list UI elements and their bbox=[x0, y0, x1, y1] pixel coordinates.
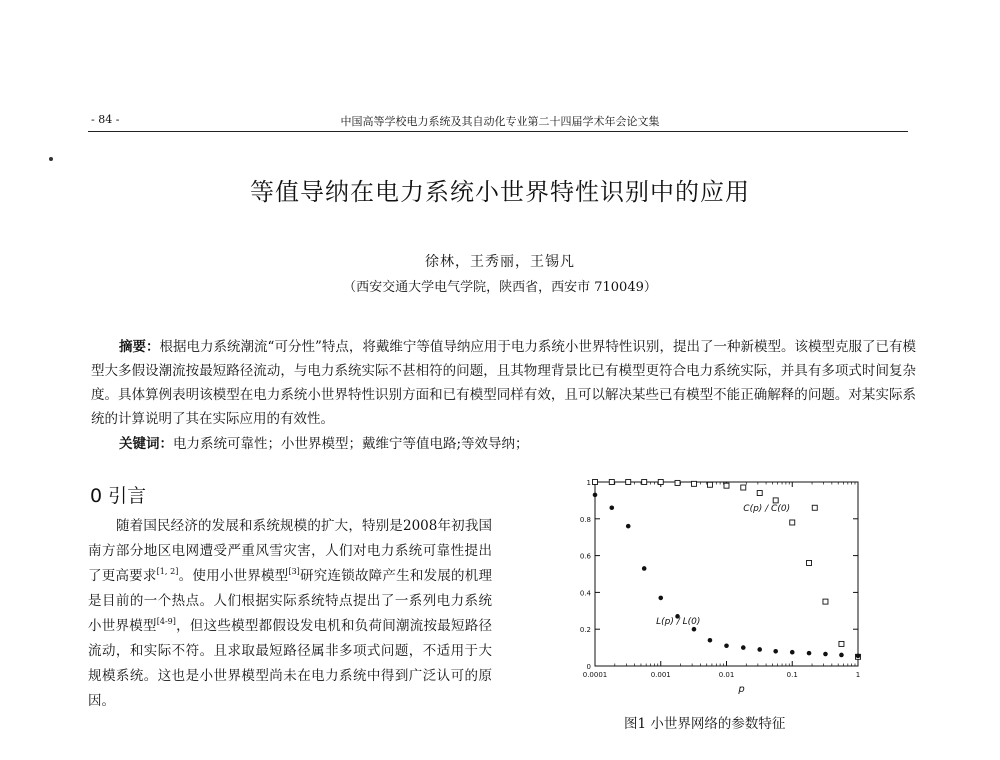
paper-authors: 徐林，王秀丽，王锡凡 bbox=[425, 254, 575, 270]
l-ratio-point bbox=[593, 493, 598, 498]
c-ratio-point bbox=[609, 480, 614, 485]
x-tick-label: 0.001 bbox=[650, 671, 671, 679]
x-axis-label: p bbox=[738, 684, 745, 695]
paper-affiliation: （西安交通大学电气学院，陕西省，西安市 710049） bbox=[343, 280, 657, 295]
keywords-label: 关键词： bbox=[119, 436, 173, 452]
citation-3[interactable]: [3] bbox=[288, 567, 300, 576]
citation-1-2[interactable]: [1, 2] bbox=[156, 567, 179, 576]
c-ratio-point bbox=[658, 480, 663, 485]
y-tick-label: 0 bbox=[586, 663, 591, 671]
section-body bbox=[88, 514, 492, 714]
l-ratio-point bbox=[856, 654, 861, 659]
section-heading: 0 引言 bbox=[90, 485, 147, 507]
x-tick-label: 1 bbox=[855, 671, 861, 679]
l-ratio-point bbox=[658, 596, 663, 601]
legend-c-marker bbox=[812, 505, 817, 510]
body-text-1: 随着国民经济的发展和系统规模的扩大，特别是2008年初我国南方部分地区电网遭受严重风雪灾害，人们对电力系统可靠性提出了更高要求 bbox=[88, 518, 492, 584]
y-tick-label: 0.2 bbox=[579, 626, 591, 635]
l-ratio-point bbox=[626, 524, 631, 529]
y-tick-label: 0.4 bbox=[579, 589, 591, 598]
legend-l-ratio: L(p) / L(0) bbox=[656, 616, 701, 627]
l-ratio-point bbox=[692, 627, 697, 632]
abstract-text: 根据电力系统潮流“可分性”特点，将戴维宁等值导纳应用于电力系统小世界特性识别，提出了一种新模型。该模型克服了已有模型大多假设潮流按最短路径流动，与电力系统实际不甚相符的问题，且其物理背景比已有模型更符合电力系统实际，并具有多项式时间复杂度。具体算例表明该模型在电力系统小世界特性识别方面和已有模型同样有效，且可以解决某些已有模型不能正确解释的问题。对某实际系统的计算说明了其在实际应用的有效性。 bbox=[91, 339, 916, 427]
l-ratio-point bbox=[839, 653, 844, 658]
c-ratio-point bbox=[707, 482, 712, 487]
legend-c-ratio: C(p) / C(0) bbox=[743, 503, 791, 514]
l-ratio-point bbox=[823, 652, 828, 657]
figure-caption: 图1 小世界网络的参数特征 bbox=[624, 716, 786, 732]
l-ratio-point bbox=[741, 645, 746, 650]
body-text-4: ，但这些模型都假设发电机和负荷间潮流按最短路径流动，和实际不符。且求取最短路径属非多项式问题，不适用于大规模系统。这也是小世界模型尚未在电力系统中得到广泛认可的原因。 bbox=[88, 618, 493, 709]
x-tick-label: 0.01 bbox=[718, 671, 735, 679]
y-tick-label: 1 bbox=[586, 479, 591, 487]
c-ratio-point bbox=[593, 480, 598, 485]
paper-title: 等值导纳在电力系统小世界特性识别中的应用 bbox=[250, 178, 750, 206]
c-ratio-point bbox=[807, 560, 812, 565]
keywords bbox=[119, 432, 529, 452]
c-ratio-point bbox=[757, 491, 762, 496]
y-tick-label: 0.6 bbox=[579, 552, 591, 561]
l-ratio-point bbox=[724, 643, 729, 648]
x-tick-label: 0.0001 bbox=[582, 671, 608, 679]
y-tick-label: 0.8 bbox=[579, 515, 591, 524]
c-ratio-point bbox=[839, 641, 844, 646]
c-ratio-point bbox=[741, 485, 746, 490]
citation-4-9[interactable]: [4-9] bbox=[156, 617, 176, 626]
c-ratio-point bbox=[823, 599, 828, 604]
l-ratio-point bbox=[773, 649, 778, 654]
c-ratio-point bbox=[691, 481, 696, 486]
l-ratio-point bbox=[757, 647, 762, 652]
figure-chart bbox=[560, 478, 870, 708]
l-ratio-point bbox=[642, 566, 647, 571]
page-number: - 84 - bbox=[91, 113, 120, 126]
l-ratio-point bbox=[708, 638, 713, 643]
keywords-text: 电力系统可靠性；小世界模型；戴维宁等值电路;等效导纳； bbox=[173, 436, 529, 452]
l-ratio-point bbox=[807, 651, 812, 656]
running-title: 中国高等学校电力系统及其自动化专业第二十四届学术年会论文集 bbox=[340, 115, 660, 128]
body-text-2: 。使用小世界模型 bbox=[178, 568, 289, 584]
c-ratio-point bbox=[675, 480, 680, 485]
header-rule bbox=[88, 131, 908, 132]
margin-dot bbox=[49, 157, 53, 161]
c-ratio-point bbox=[626, 480, 631, 485]
l-ratio-point bbox=[790, 650, 795, 655]
plot-frame bbox=[595, 482, 858, 666]
l-ratio-point bbox=[609, 505, 614, 510]
c-ratio-point bbox=[790, 520, 795, 525]
x-tick-label: 0.1 bbox=[786, 671, 798, 679]
abstract bbox=[91, 335, 916, 431]
body-text-3: 研究连锁故障产生和发展的机理是目前的一个热点。人们根据实际系统特点提出了一系列电力系统小世界模型 bbox=[88, 568, 493, 634]
c-ratio-point bbox=[773, 498, 778, 503]
c-ratio-point bbox=[642, 480, 647, 485]
c-ratio-point bbox=[724, 483, 729, 488]
abstract-label: 摘要： bbox=[119, 339, 160, 355]
